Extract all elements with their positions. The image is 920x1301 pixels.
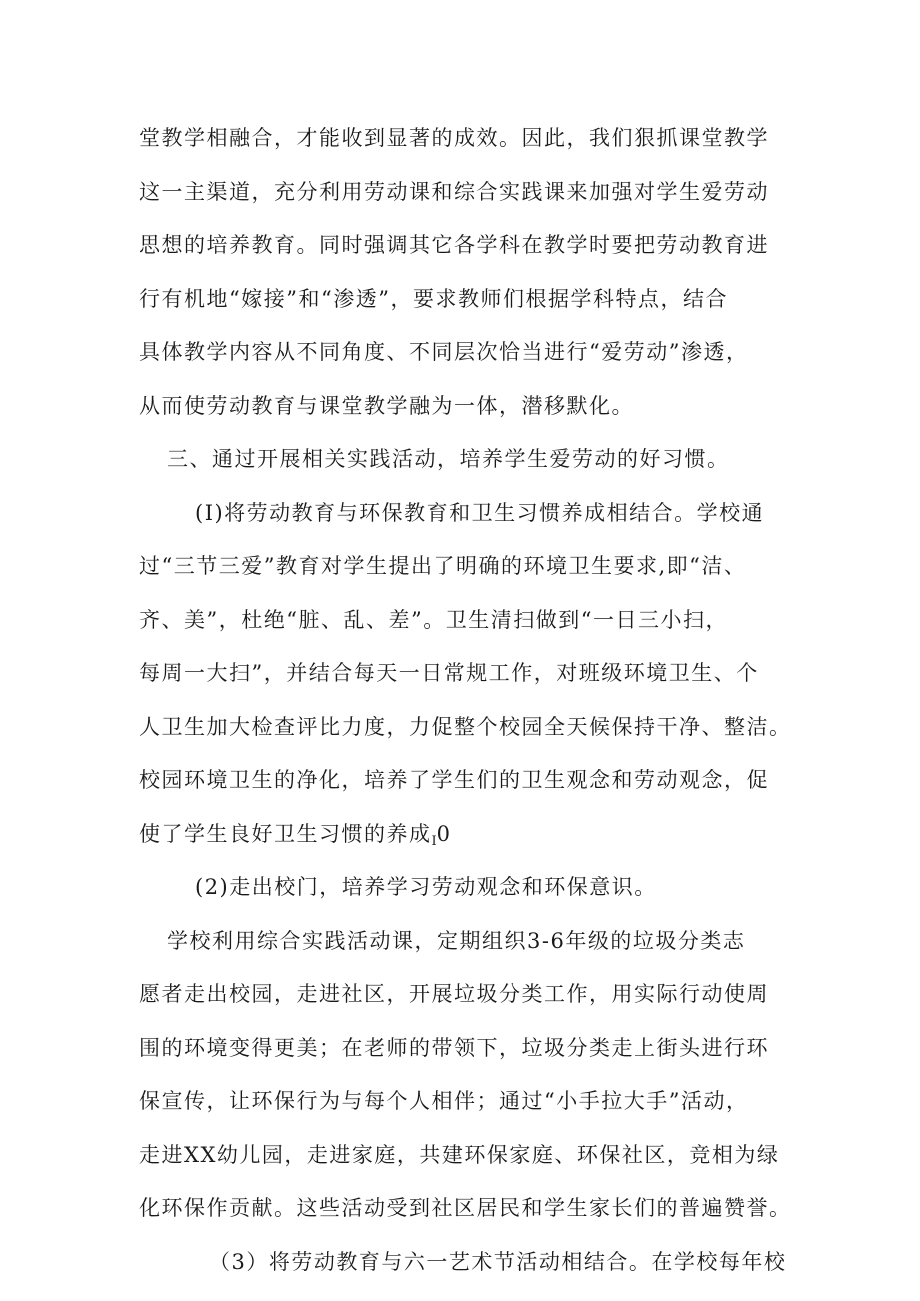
text-line: 堂教学相融合，才能收到显著的成效。因此，我们狠抓课堂教学 xyxy=(139,126,769,150)
text-line: 思想的培养教育。同时强调其它各学科在教学时要把劳动教育进 xyxy=(139,233,769,257)
ocr-artifact-tail: 0 xyxy=(436,821,452,846)
text-line: 愿者走出校园，走进社区，开展垃圾分类工作，用实际行动使周 xyxy=(139,982,769,1006)
text-line: (I)将劳动教育与环保教育和卫生习惯养成相结合。学校通 xyxy=(195,500,765,525)
text-line: 走进XX幼儿园，走进家庭，共建环保家庭、环保社区，竞相为绿 xyxy=(139,1142,780,1167)
subsection-heading: （3）将劳动教育与六一艺术节活动相结合。在学校每年校 xyxy=(209,1249,787,1274)
text-line: 具体教学内容从不同角度、不同层次恰当进行“爱劳动”渗透， xyxy=(139,340,749,364)
text-line: 齐、美”，杜绝“脏、乱、差”。卫生清扫做到“一日三小扫， xyxy=(139,607,728,632)
text-line: 学校利用综合实践活动课，定期组织3-6年级的垃圾分类志 xyxy=(167,928,746,953)
text-line-body: 使了学生良好卫生习惯的养成 xyxy=(139,821,432,846)
section-heading: 三、通过开展相关实践活动，培养学生爱劳动的好习惯。 xyxy=(167,447,730,471)
subsection-heading: (2)走出校门，培养学习劳动观念和环保意识。 xyxy=(195,875,657,899)
text-line: 每周一大扫”，并结合每天一日常规工作，对班级环境卫生、个 xyxy=(139,661,759,685)
text-line: 从而使劳动教育与课堂教学融为一体，潜移默化。 xyxy=(139,393,634,418)
text-line: 这一主渠道，充分利用劳动课和综合实践课来加强对学生爱劳动 xyxy=(139,179,769,204)
document-body xyxy=(139,112,799,1289)
text-line-with-artifact xyxy=(139,808,799,862)
text-line: 过“三节三爱”教育对学生提出了明确的环境卫生要求,即“洁、 xyxy=(139,554,747,578)
text-line: 围的环境变得更美；在老师的带领下，垃圾分类走上街头进行环 xyxy=(139,1035,769,1060)
text-line: 保宣传，让环保行为与每个人相伴；通过“小手拉大手”活动， xyxy=(139,1089,749,1113)
text-line: 校园环境卫生的净化，培养了学生们的卫生观念和劳动观念，促 xyxy=(139,768,769,792)
text-line: 化环保作贡献。这些活动受到社区居民和学生家长们的普遍赞誉。 xyxy=(139,1196,792,1220)
text-line: 人卫生加大检查评比力度，力促整个校园全天候保持干净、整洁。 xyxy=(139,714,792,739)
text-line: 行有机地“嫁接”和“渗透”，要求教师们根据学科特点，结合 xyxy=(139,286,728,311)
ocr-artifact-sub: I xyxy=(431,833,437,849)
